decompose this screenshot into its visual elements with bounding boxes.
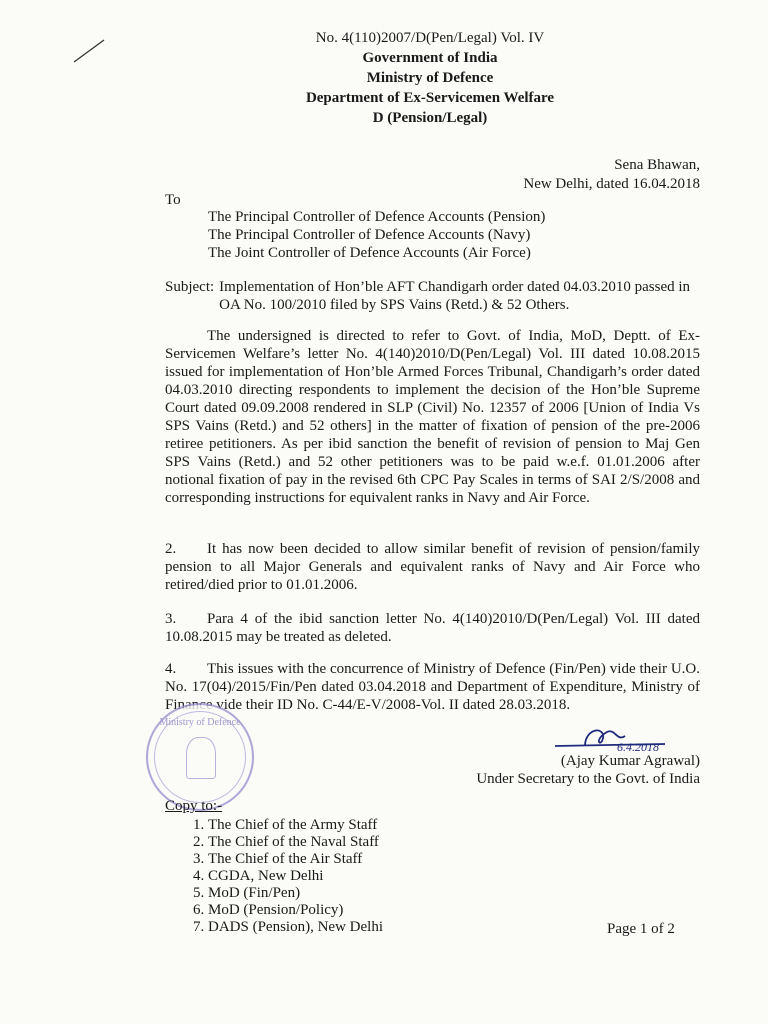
paragraph-number: 3.: [165, 611, 177, 627]
date: New Delhi, dated 16.04.2018: [523, 176, 700, 192]
signatory: [476, 752, 700, 788]
signatory-designation: Under Secretary to the Govt. of India: [476, 771, 700, 787]
paragraph-text: Para 4 of the ibid sanction letter No. 4(140)2010/D(Pen/Legal) Vol. III dated 10.08.2015 may be treated as deleted.: [165, 611, 700, 645]
subject: [165, 278, 705, 314]
copy-to-label: Copy to:-: [165, 798, 223, 814]
paragraph-number: 4.: [165, 661, 177, 677]
to-label: To: [165, 192, 181, 208]
addressee: The Principal Controller of Defence Accounts (Pension): [208, 209, 546, 225]
official-stamp: [146, 703, 254, 811]
copy-recipient: 4. CGDA, New Delhi: [208, 868, 383, 885]
header-line: Government of India: [362, 50, 498, 66]
copy-to-list: [186, 817, 383, 936]
addressee: The Joint Controller of Defence Accounts (Air Force): [208, 245, 531, 261]
pen-mark: [72, 38, 106, 64]
paragraph-text: It has now been decided to allow similar benefit of revision of pension/family pension to all Major Generals and equivalent ranks of Navy and Air Force who retired/died prior to 01.01.2006.: [165, 541, 700, 593]
paragraph-2: [165, 540, 700, 594]
stamp-text: Ministry of Defence: [159, 717, 241, 728]
place-date: [523, 156, 700, 194]
place: Sena Bhawan,: [614, 157, 700, 173]
copy-recipient: 7. DADS (Pension), New Delhi: [208, 919, 383, 936]
paragraph-text: This issues with the concurrence of Ministry of Defence (Fin/Pen) vide their U.O. No. 17(04)/2015/Fin/Pen dated 03.04.2018 and Department of Expenditure, Ministry of Finance vide their ID No. C-44/E-V/2008-Vol. II dated 28.03.2018.: [165, 661, 700, 713]
paragraph-4: [165, 660, 700, 714]
header-line: D (Pension/Legal): [372, 110, 488, 126]
copy-recipient: 5. MoD (Fin/Pen): [208, 885, 383, 902]
paragraph-1: The undersigned is directed to refer to Govt. of India, MoD, Deptt. of Ex-Servicemen Welfare’s letter No. 4(140)2010/D(Pen/Legal) Vol. III dated 10.08.2015 issued for implementation of Hon’ble Armed Forces Tribunal, Chandigarh’s order dated 04.03.2010 directing respondents to implement the decision of the Hon’ble Supreme Court dated 09.09.2008 rendered in SLP (Civil) No. 12357 of 2006 [Union of India Vs SPS Vains (Retd.) and 52 others] in the matter of fixation of pension of the pre-2006 retiree petitioners. As per ibid sanction the benefit of revision of pension to Maj Gen SPS Vains (Retd.) and 52 other petitioners was to be paid w.e.f. 01.01.2006 after notional fixation of pay in the revised 6th CPC Pay Scales in terms of SAI 2/S/2008 and corresponding instructions for equivalent ranks in Navy and Air Force.: [165, 328, 700, 506]
signatory-name: (Ajay Kumar Agrawal): [560, 753, 700, 769]
paragraph-number: 2.: [165, 541, 177, 557]
subject-label: Subject:: [165, 279, 215, 295]
copy-recipient: 3. The Chief of the Air Staff: [208, 851, 383, 868]
addressee-list: [208, 208, 545, 262]
addressee: The Principal Controller of Defence Accounts (Navy): [208, 227, 531, 243]
copy-recipient: 1. The Chief of the Army Staff: [208, 817, 383, 834]
reference-number: No. 4(110)2007/D(Pen/Legal) Vol. IV: [315, 30, 545, 46]
subject-text: Implementation of Hon’ble AFT Chandigarh order dated 04.03.2010 passed in OA No. 100/2010 filed by SPS Vains (Retd.) & 52 Others.: [219, 279, 691, 313]
letter-header: [230, 28, 630, 128]
emblem-icon: [186, 737, 216, 779]
copy-recipient: 2. The Chief of the Naval Staff: [208, 834, 383, 851]
signature-date: 6.4.2018: [617, 740, 659, 754]
paragraph-3: [165, 610, 700, 646]
header-line: Department of Ex-Servicemen Welfare: [305, 90, 555, 106]
copy-recipient: 6. MoD (Pension/Policy): [208, 902, 383, 919]
page-number: Page 1 of 2: [607, 921, 675, 937]
header-line: Ministry of Defence: [366, 70, 494, 86]
